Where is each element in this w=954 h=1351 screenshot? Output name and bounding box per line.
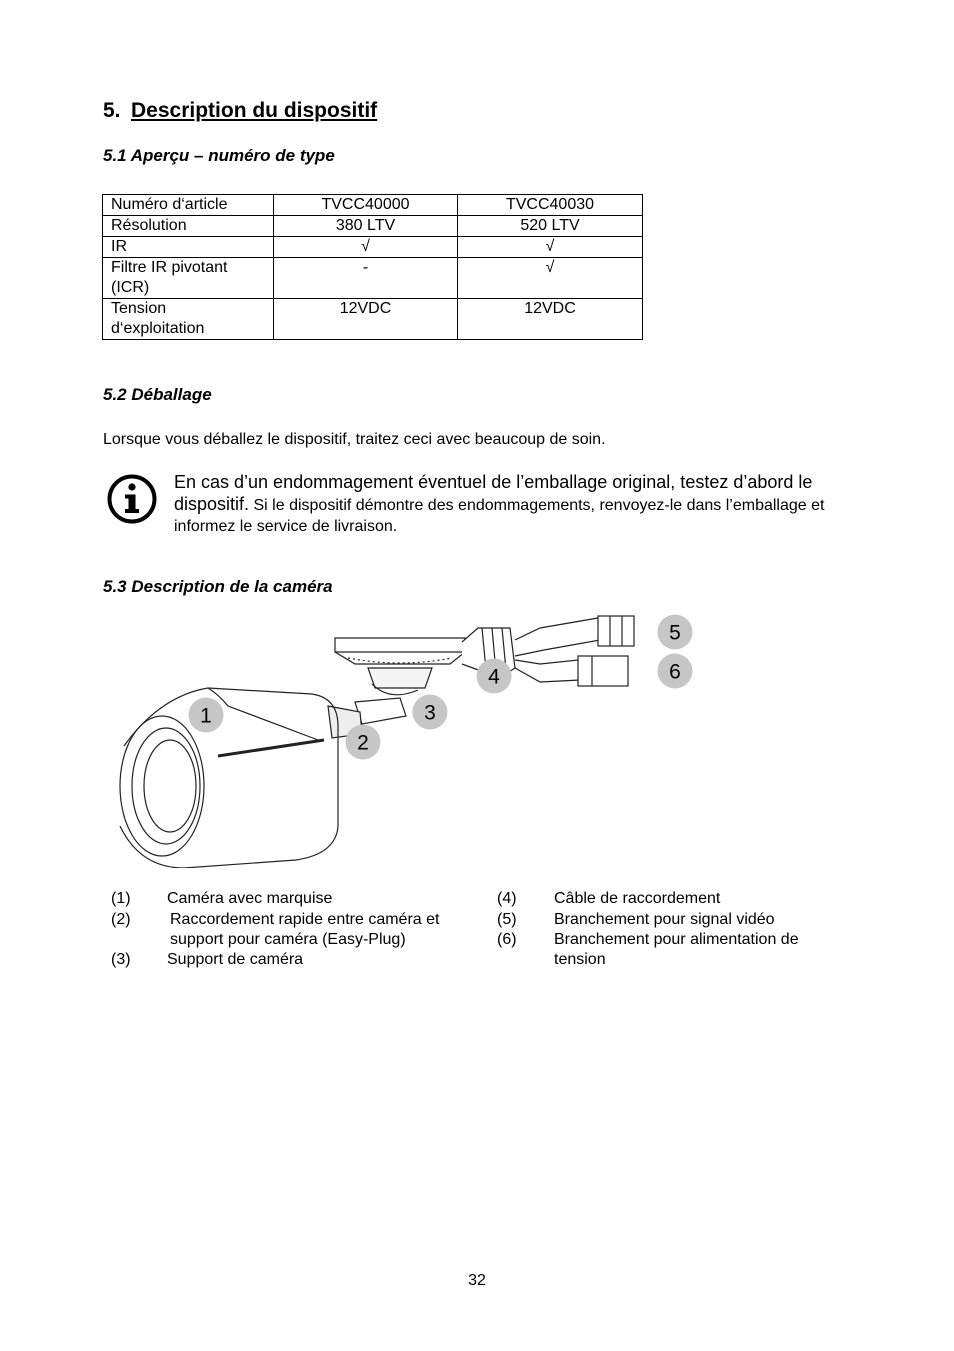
- note-detail-text: Si le dispositif démontre des endommagements, renvoyez-le dans l’emballage et informez le service de livraison.: [174, 497, 825, 535]
- callout-5: [658, 615, 693, 650]
- table-row: [103, 237, 643, 258]
- table-cell: √: [274, 237, 458, 258]
- damage-note: [174, 472, 884, 537]
- callout-4: [477, 659, 512, 694]
- section-number: 5.: [103, 99, 121, 122]
- table-cell: 12VDC: [458, 299, 643, 340]
- subsection-title-5-3: 5.3 Description de la caméra: [103, 577, 333, 596]
- callout-label: 2: [357, 731, 369, 755]
- table-cell: -: [274, 258, 458, 299]
- table-cell: Numéro d‘article: [103, 195, 274, 216]
- callout-3: [413, 695, 448, 730]
- page-number: 32: [468, 1272, 486, 1289]
- callout-label: 5: [669, 621, 681, 645]
- section-heading: [103, 99, 377, 123]
- type-number-table: [102, 194, 643, 340]
- callout-label: 1: [200, 704, 212, 728]
- diagram-callouts: [100, 606, 700, 868]
- unpacking-intro: Lorsque vous déballez le dispositif, traitez ceci avec beaucoup de soin.: [103, 431, 606, 448]
- table-cell: √: [458, 237, 643, 258]
- callout-label: 6: [669, 660, 681, 684]
- table-row: [103, 258, 643, 299]
- callout-2: [346, 725, 381, 760]
- legend-text: Support de caméra: [167, 951, 304, 968]
- legend-number: (5): [497, 911, 517, 928]
- callout-6: [658, 654, 693, 689]
- table-cell: 380 LTV: [274, 216, 458, 237]
- subsection-title-5-2: 5.2 Déballage: [103, 385, 212, 404]
- subsection-title-5-1: 5.1 Aperçu – numéro de type: [103, 146, 335, 165]
- table-cell: Filtre IR pivotant (ICR): [103, 258, 274, 299]
- info-icon: [106, 473, 158, 525]
- legend-text: Câble de raccordement: [554, 890, 721, 907]
- legend-number: (6): [497, 931, 517, 948]
- legend-item-6: [497, 930, 847, 970]
- note-main-text: En cas d’un endommagement éventuel de l’emballage original, testez d’abord le dispositif.: [174, 472, 813, 514]
- callout-label: 4: [488, 665, 500, 689]
- table-row: [103, 299, 643, 340]
- legend-text: Branchement pour alimentation de tension: [554, 931, 799, 968]
- legend-number: (2): [111, 911, 131, 928]
- legend-number: (1): [111, 890, 131, 907]
- legend-number: (3): [111, 951, 131, 968]
- table-cell: TVCC40000: [274, 195, 458, 216]
- callout-1: [189, 698, 224, 733]
- legend-text: Caméra avec marquise: [167, 890, 333, 907]
- table-cell: Tension d‘exploitation: [103, 299, 274, 340]
- table-cell: 520 LTV: [458, 216, 643, 237]
- table-cell: √: [458, 258, 643, 299]
- legend-number: (4): [497, 890, 517, 907]
- table-row: [103, 216, 643, 237]
- table-cell: 12VDC: [274, 299, 458, 340]
- table-header-row: [103, 195, 643, 216]
- section-title: Description du dispositif: [131, 99, 378, 122]
- table-cell: Résolution: [103, 216, 274, 237]
- legend-item-2: [111, 910, 486, 950]
- legend-text: Raccordement rapide entre caméra et support pour caméra (Easy-Plug): [170, 911, 440, 948]
- table-cell: IR: [103, 237, 274, 258]
- table-cell: TVCC40030: [458, 195, 643, 216]
- legend-text: Branchement pour signal vidéo: [554, 911, 775, 928]
- callout-label: 3: [424, 701, 436, 725]
